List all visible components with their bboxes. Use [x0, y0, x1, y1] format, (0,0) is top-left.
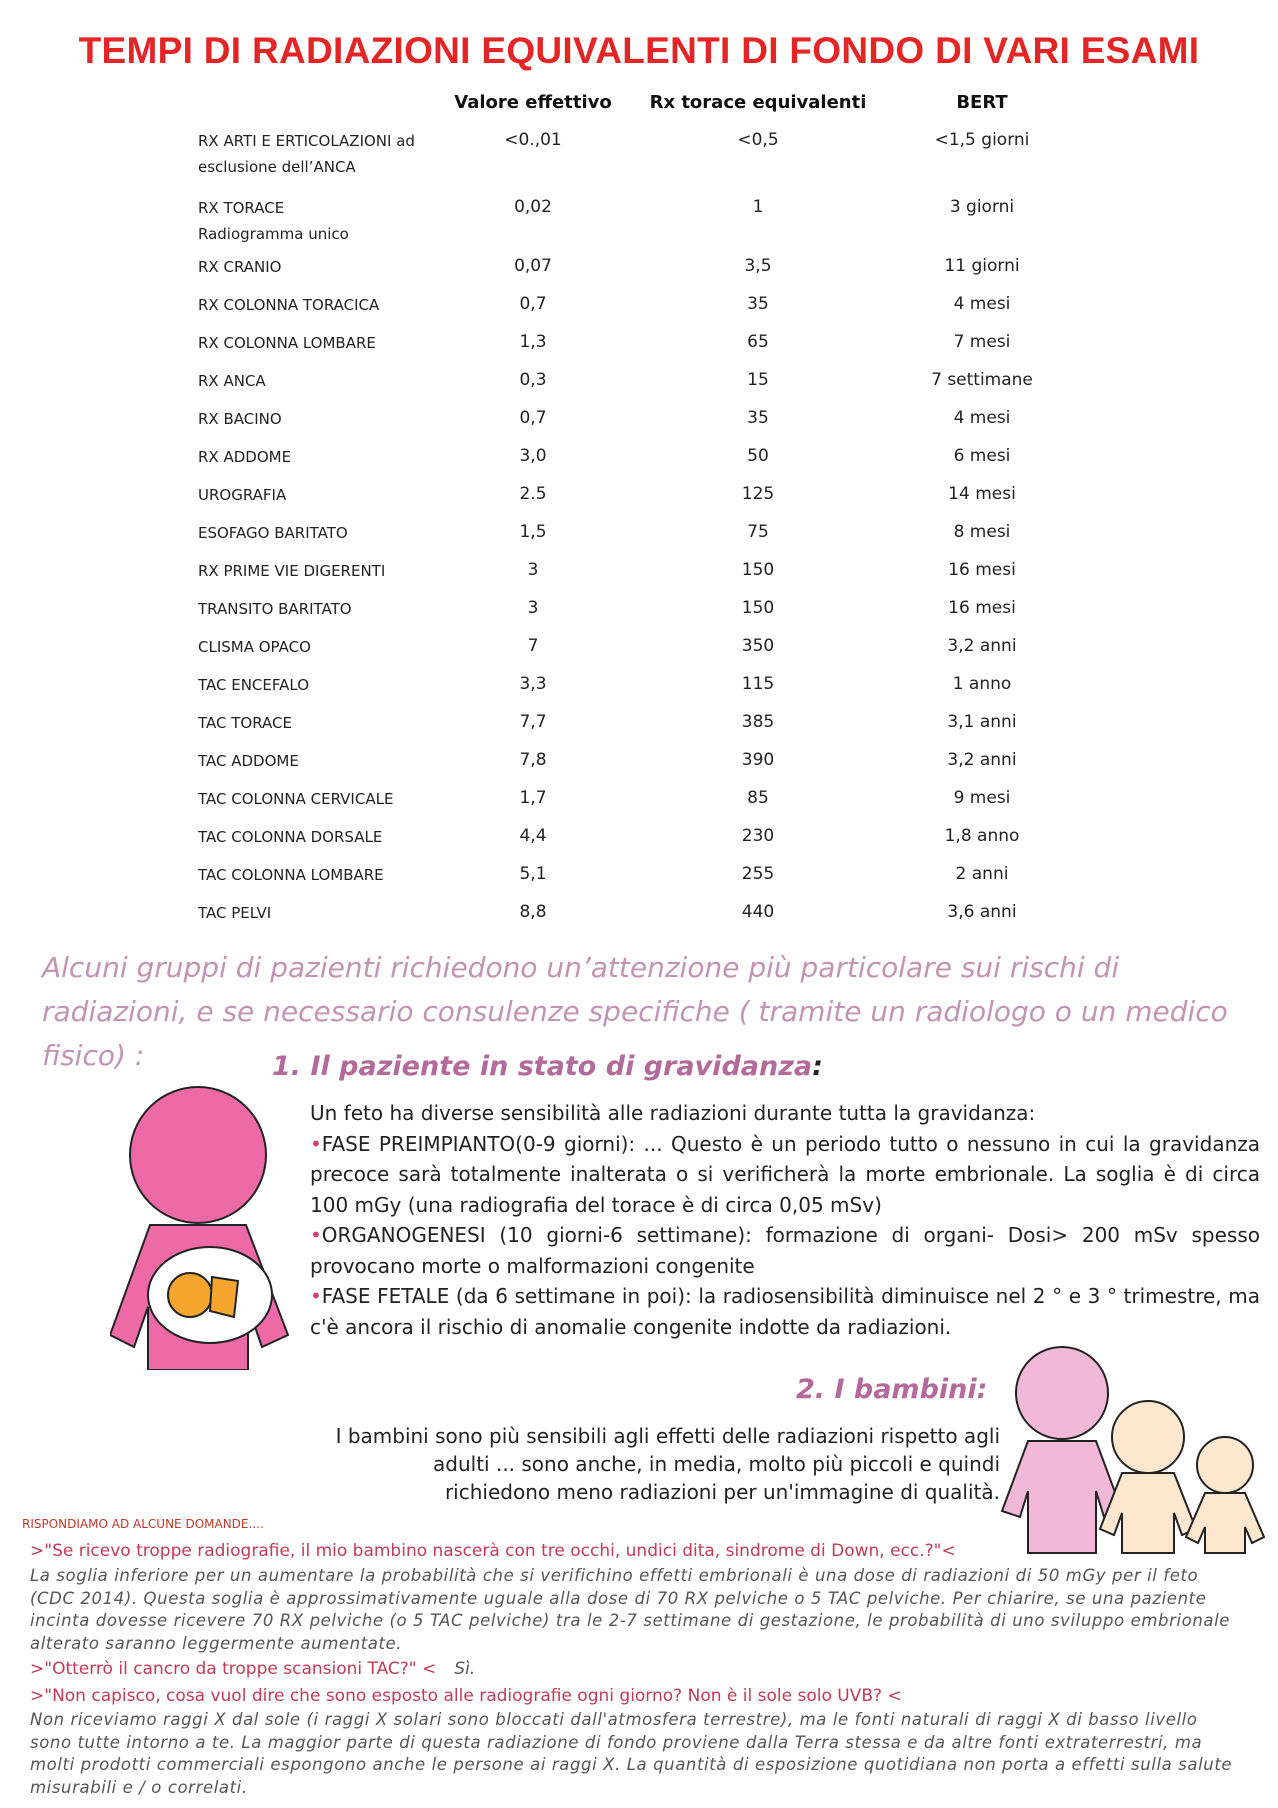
cell-valore: 1,7	[519, 788, 547, 808]
cell-bert: 3,6 anni	[947, 902, 1017, 922]
section-children-heading: 2. I bambini:	[796, 1374, 988, 1405]
cell-valore: 5,1	[519, 864, 547, 884]
cell-valore: 3,0	[519, 446, 547, 466]
cell-rx-torace: 35	[747, 294, 769, 314]
cell-rx-torace: 350	[741, 636, 775, 656]
heading-colon: :	[812, 1051, 823, 1082]
pregnant-woman-icon	[110, 1085, 300, 1370]
cell-rx-torace: 150	[741, 598, 775, 618]
faq-heading: RISPONDIAMO AD ALCUNE DOMANDE....	[22, 1517, 264, 1531]
pregnancy-text	[310, 1098, 1260, 1342]
cell-rx-torace: 255	[741, 864, 775, 884]
cell-valore: 3	[527, 598, 539, 618]
row-label: TAC COLONNA LOMBARE	[198, 866, 384, 884]
cell-rx-torace: 1	[752, 197, 764, 217]
cell-bert: 1 anno	[952, 674, 1012, 694]
cell-rx-torace: 150	[741, 560, 775, 580]
faq-answer-1: La soglia inferiore per un aumentare la probabilità che si verifichino effetti embrionali è una dose di radiazioni di 50 mGy per il feto (CDC 2014). Questa soglia è approssimativamente uguale alla dose di 70 RX pelviche o 5 TAC pelviche. Per chiarire, se una paziente incinta dovesse ricevere 70 RX pelviche (o 5 TAC pelviche) tra le 2-7 settimane di gestazione, le probabilità di uno sviluppo embrionale alterato saranno leggermente aumentate.	[30, 1566, 1231, 1653]
bullet-fetale	[310, 1281, 1260, 1342]
cell-valore: 2.5	[519, 484, 547, 504]
children-family-icon	[1000, 1345, 1270, 1555]
bullet-text: ORGANOGENESI (10 giorni-6 settimane): formazione di organi- Dosi> 200 mSv spesso provocano morte o malformazioni congenite	[310, 1223, 1260, 1278]
intro-text: Alcuni gruppi di pazienti richiedono un’attenzione più particolare sui rischi di radiazioni, e se necessario consulenze specifiche ( tramite un radiologo o un medico fisico) :	[42, 951, 1228, 1072]
cell-valore: 0,3	[519, 370, 547, 390]
row-label: RX PRIME VIE DIGERENTI	[198, 562, 386, 580]
row-label: TAC ADDOME	[198, 752, 299, 770]
cell-rx-torace: 75	[747, 522, 769, 542]
row-label: RX TORACE Radiogramma unico	[198, 199, 349, 243]
row-label: UROGRAFIA	[198, 486, 287, 504]
cell-rx-torace: 230	[741, 826, 775, 846]
cell-valore: 0,7	[519, 294, 547, 314]
cell-bert: 6 mesi	[953, 446, 1011, 466]
cell-bert: 4 mesi	[953, 408, 1011, 428]
row-label: TAC TORACE	[198, 714, 292, 732]
header-bert: BERT	[956, 92, 1008, 113]
row-label: RX COLONNA LOMBARE	[198, 334, 376, 352]
cell-bert: 7 mesi	[953, 332, 1011, 352]
cell-valore: 1,5	[519, 522, 547, 542]
cell-valore: 0,02	[514, 197, 552, 217]
bullet-organogenesi	[310, 1220, 1260, 1281]
cell-bert: 16 mesi	[948, 598, 1016, 618]
section-pregnancy-title: 1. Il paziente in stato di gravidanza	[272, 1051, 813, 1082]
cell-valore: 7,7	[519, 712, 547, 732]
row-label: RX COLONNA TORACICA	[198, 296, 380, 314]
pregnancy-lead: Un feto ha diverse sensibilità alle radiazioni durante tutta la gravidanza:	[310, 1101, 1036, 1125]
cell-rx-torace: 115	[741, 674, 775, 694]
cell-bert: 8 mesi	[953, 522, 1011, 542]
row-label: RX BACINO	[198, 410, 282, 428]
faq-question-3: >"Non capisco, cosa vuol dire che sono esposto alle radiografie ogni giorno? Non è il sole solo UVB? <	[30, 1686, 902, 1706]
faq-answer-2: Sì.	[454, 1659, 476, 1679]
cell-rx-torace: 125	[741, 484, 775, 504]
cell-bert: 11 giorni	[944, 256, 1020, 276]
cell-bert: 1,8 anno	[944, 826, 1020, 846]
cell-rx-torace: 65	[747, 332, 769, 352]
cell-bert: 9 mesi	[953, 788, 1011, 808]
row-label: ESOFAGO BARITATO	[198, 524, 348, 542]
row-label: TAC COLONNA CERVICALE	[198, 790, 394, 808]
cell-bert: 4 mesi	[953, 294, 1011, 314]
cell-bert: <1,5 giorni	[934, 130, 1030, 150]
cell-bert: 3,1 anni	[947, 712, 1017, 732]
cell-rx-torace: 15	[747, 370, 769, 390]
cell-bert: 3 giorni	[949, 197, 1015, 217]
page-title: TEMPI DI RADIAZIONI EQUIVALENTI DI FONDO DI VARI ESAMI	[78, 30, 1200, 71]
bullet-dot: •	[310, 1223, 322, 1247]
cell-bert: 3,2 anni	[947, 750, 1017, 770]
cell-rx-torace: 385	[741, 712, 775, 732]
cell-valore: 4,4	[519, 826, 547, 846]
cell-valore: 3	[527, 560, 539, 580]
row-label: RX ADDOME	[198, 448, 292, 466]
cell-valore: 3,3	[519, 674, 547, 694]
cell-valore: 1,3	[519, 332, 547, 352]
bullet-text: FASE FETALE (da 6 settimane in poi): la radiosensibilità diminuisce nel 2 ° e 3 ° trimestre, ma c'è ancora il rischio di anomalie congenite indotte da radiazioni.	[310, 1284, 1260, 1339]
faq-question-2-text: >"Otterrò il cancro da troppe scansioni TAC?" <	[30, 1659, 437, 1679]
cell-valore: 7	[527, 636, 539, 656]
row-label: RX CRANIO	[198, 258, 282, 276]
cell-bert: 2 anni	[955, 864, 1009, 884]
faq-question-2	[30, 1659, 475, 1679]
children-text: I bambini sono più sensibili agli effetti delle radiazioni rispetto agli adulti ... sono anche, in media, molto più piccoli e quindi richiedono meno radiazioni per un'immagine di qualità.	[335, 1424, 1000, 1504]
bullet-text: FASE PREIMPIANTO(0-9 giorni): ... Questo è un periodo tutto o nessuno in cui la gravidanza precoce sarà totalmente inalterata o si verificherà la morte embrionale. La soglia è di circa 100 mGy (una radiografia del torace è di circa 0,05 mSv)	[310, 1131, 1260, 1217]
cell-bert: 14 mesi	[948, 484, 1016, 504]
faq-answer-3: Non riceviamo raggi X dal sole (i raggi X solari sono bloccati dall'atmosfera terrestre), ma le fonti naturali di raggi X di basso livello sono tutte intorno a te. La maggior parte di questa radiazione di fondo proviene dalla Terra stessa e da altre fonti extraterrestri, ma molti prodotti commerciali espongono anche le persone ai raggi X. La quantità di esposizione quotidiana non porta a effetti sulla salute misurabili e / o correlati.	[30, 1710, 1233, 1797]
cell-rx-torace: 35	[747, 408, 769, 428]
cell-rx-torace: 85	[747, 788, 769, 808]
row-label: TRANSITO BARITATO	[198, 600, 352, 618]
cell-rx-torace: 440	[741, 902, 775, 922]
header-rx-torace: Rx torace equivalenti	[649, 92, 867, 113]
row-label: RX ANCA	[198, 372, 266, 390]
cell-valore: 8,8	[519, 902, 547, 922]
header-valore: Valore effettivo	[454, 92, 612, 113]
cell-rx-torace: 3,5	[744, 256, 772, 276]
row-label: TAC ENCEFALO	[198, 676, 310, 694]
cell-valore: 0,7	[519, 408, 547, 428]
cell-valore: <0.,01	[504, 130, 562, 150]
row-label: RX ARTI E ERTICOLAZIONI ad esclusione dell’ANCA	[198, 132, 415, 176]
row-label: TAC PELVI	[198, 904, 272, 922]
cell-rx-torace: 390	[741, 750, 775, 770]
faq-question-1: >"Se ricevo troppe radiografie, il mio bambino nascerà con tre occhi, undici dita, sindrome di Down, ecc.?"<	[30, 1541, 956, 1561]
cell-valore: 7,8	[519, 750, 547, 770]
bullet-dot: •	[310, 1131, 322, 1156]
row-label: CLISMA OPACO	[198, 638, 311, 656]
row-label: TAC COLONNA DORSALE	[198, 828, 383, 846]
bullet-dot: •	[310, 1284, 322, 1308]
cell-bert: 3,2 anni	[947, 636, 1017, 656]
cell-bert: 7 settimane	[931, 370, 1033, 390]
section-pregnancy-heading	[272, 1051, 823, 1082]
cell-valore: 0,07	[514, 256, 552, 276]
bullet-preimpianto	[310, 1129, 1260, 1221]
cell-bert: 16 mesi	[948, 560, 1016, 580]
cell-rx-torace: 50	[747, 446, 769, 466]
cell-rx-torace: <0,5	[737, 130, 779, 150]
